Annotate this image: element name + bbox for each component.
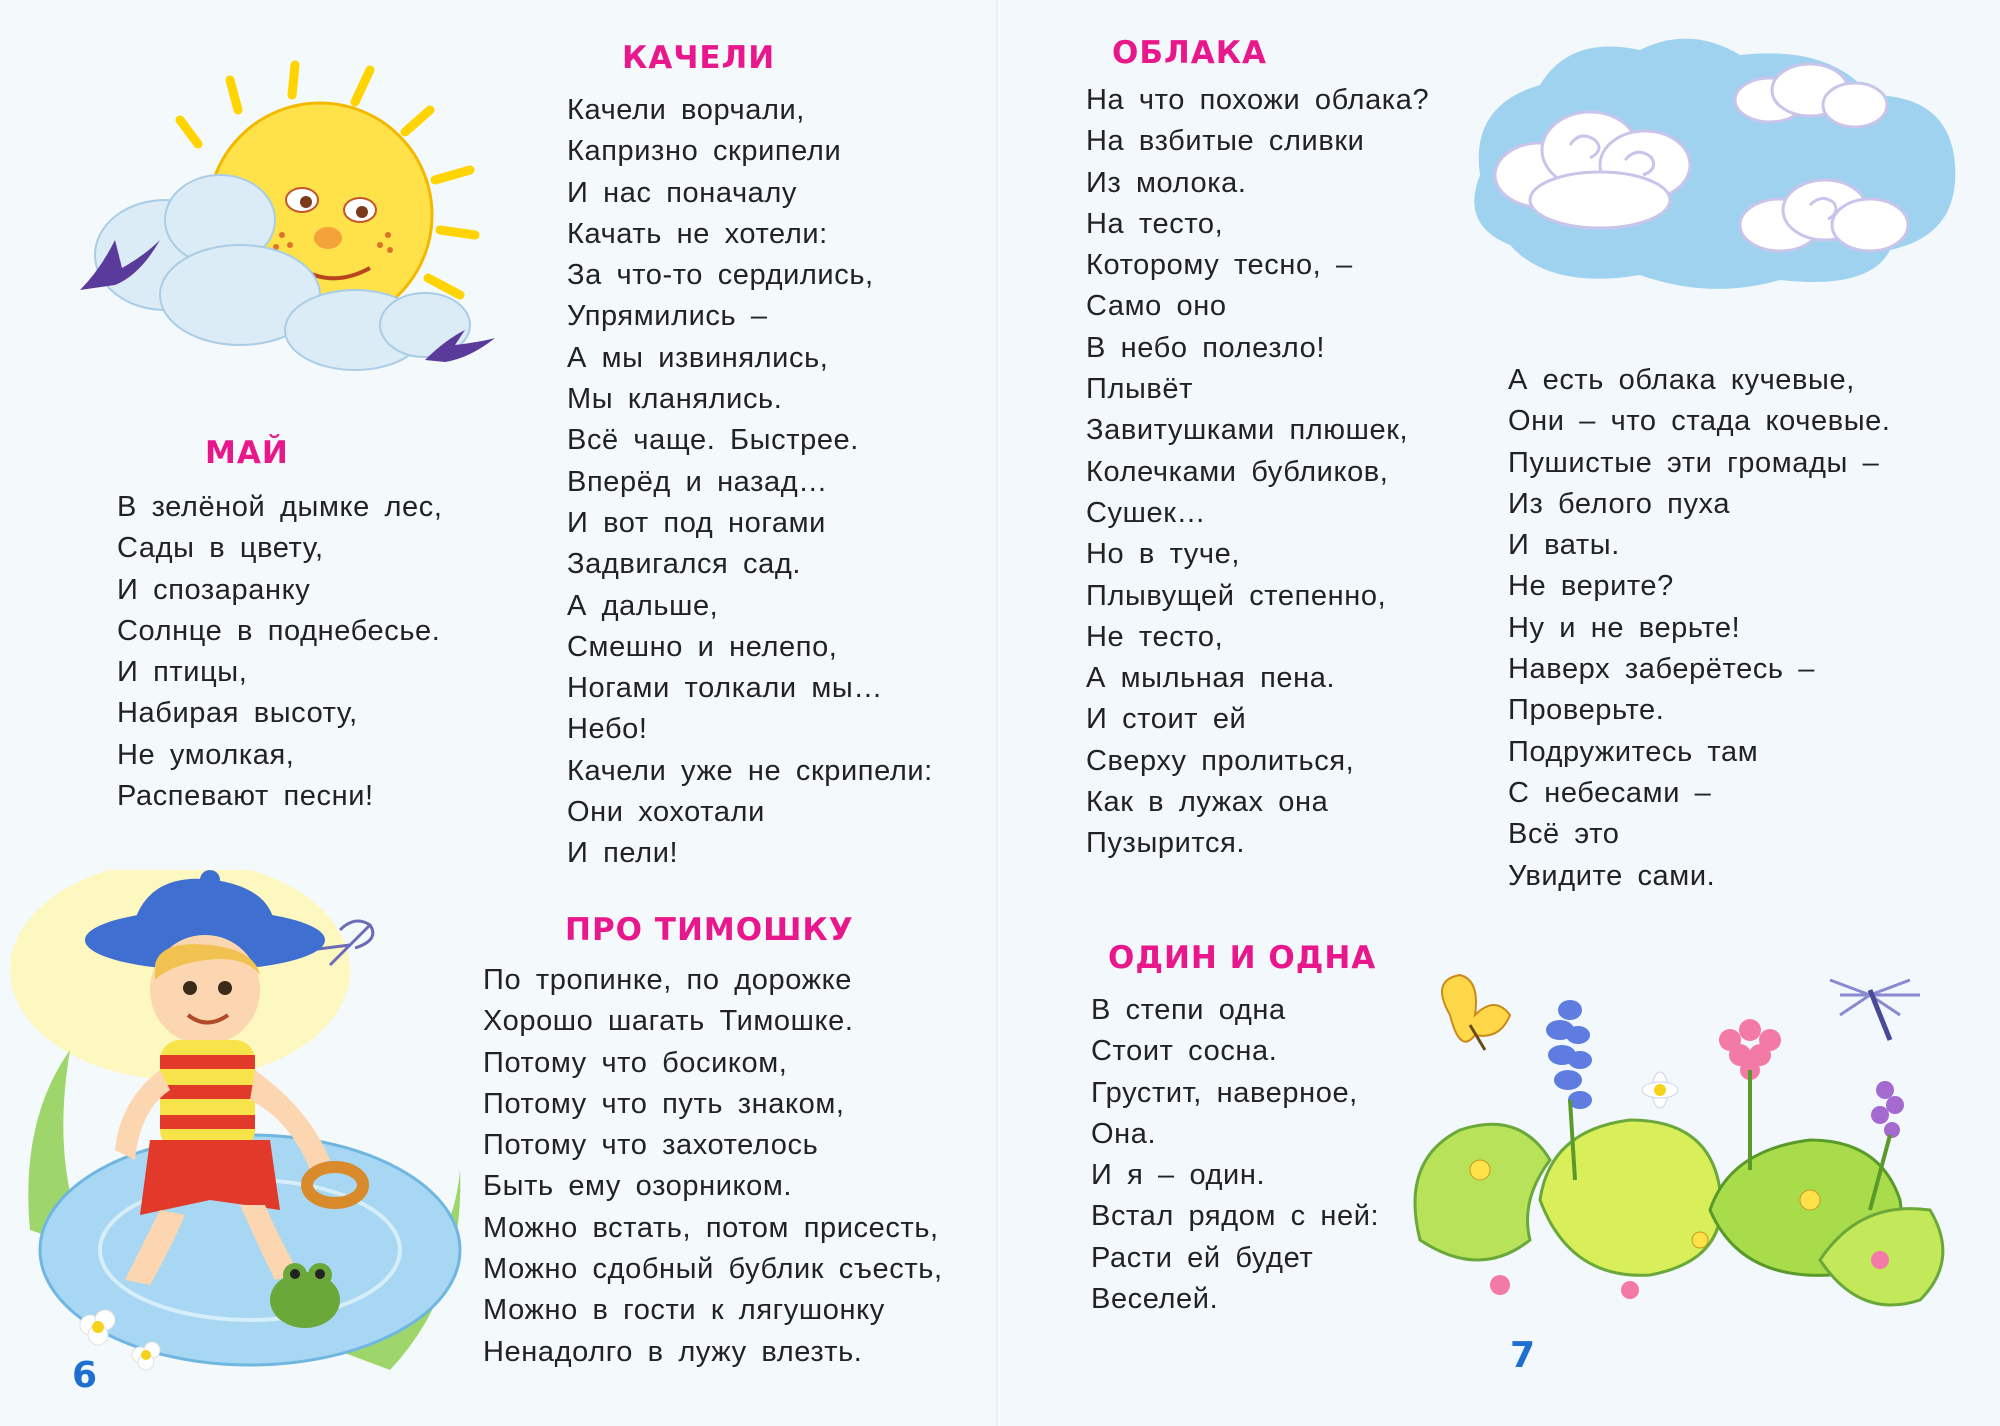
poem-line: Небо! (567, 713, 648, 746)
poem-line: Качели ворчали, (567, 94, 805, 126)
poem-line: Увидите сами. (1508, 859, 1716, 892)
poem-title-mai: МАЙ (205, 435, 289, 471)
poem-line: Сады в цвету, (117, 532, 324, 565)
flowers-with-butterfly-and-dragonfly-illustration (1400, 940, 1960, 1340)
poem-line: Как в лужах она (1086, 786, 1329, 819)
poem-line: И я – один. (1091, 1159, 1266, 1192)
poem-line: Распевают песни! (117, 780, 374, 813)
boy-in-puddle-with-frog-illustration (10, 870, 470, 1390)
poem-line: Быть ему озорником. (483, 1170, 793, 1203)
poem-line: Вперёд и назад… (567, 465, 828, 498)
poem-line: Встал рядом с ней: (1091, 1200, 1380, 1233)
poem-title-odin-i-odna: ОДИН И ОДНА (1108, 940, 1377, 976)
poem-line: И вот под ногами (567, 506, 826, 539)
poem-line: Грустит, наверное, (1091, 1076, 1358, 1109)
right-page (1000, 0, 2000, 1426)
poem-line: И ваты. (1508, 529, 1620, 562)
poem-line: Наверх заберётесь – (1508, 653, 1816, 686)
poem-line: В степи одна (1091, 994, 1286, 1026)
poem-line: А мыльная пена. (1086, 662, 1336, 695)
poem-line: По тропинке, по дорожке (483, 964, 852, 996)
poem-mai-text (117, 487, 443, 817)
poem-line: Качели уже не скрипели: (567, 754, 933, 787)
poem-oblaka-text (1086, 80, 1429, 865)
poem-line: За что-то сердились, (567, 259, 874, 292)
poem-line: Ну и не верьте! (1508, 611, 1741, 644)
poem-line: Задвигался сад. (567, 548, 802, 581)
clouds-illustration (1450, 25, 1970, 295)
poem-line: Из белого пуха (1508, 487, 1731, 520)
poem-pro-timoshku-text (483, 960, 943, 1373)
poem-line: Хорошо шагать Тимошке. (483, 1005, 854, 1038)
poem-line: Она. (1091, 1117, 1157, 1150)
poem-line: Проверьте. (1508, 694, 1665, 727)
poem-line: Завитушками плюшек, (1086, 414, 1409, 447)
poem-line: С небесами – (1508, 776, 1712, 809)
poem-line: Веселей. (1091, 1283, 1219, 1316)
poem-oblaka-continuation (1508, 360, 1891, 897)
poem-line: Не верите? (1508, 570, 1674, 603)
poem-line: Пушистые эти громады – (1508, 446, 1880, 479)
poem-line: Ногами толкали мы… (567, 672, 883, 705)
poem-line: В небо полезло! (1086, 331, 1326, 364)
poem-line: Само оно (1086, 290, 1227, 323)
poem-line: На тесто, (1086, 207, 1224, 240)
poem-line: Капризно скрипели (567, 135, 842, 168)
page-number-right: 7 (1510, 1335, 1536, 1376)
poem-line: Стоит сосна. (1091, 1035, 1278, 1068)
poem-title-oblaka: ОБЛАКА (1112, 35, 1268, 71)
poem-line: Потому что захотелось (483, 1129, 819, 1162)
poem-line: И спозаранку (117, 573, 311, 606)
poem-line: А дальше, (567, 589, 719, 622)
poem-line: Они – что стада кочевые. (1508, 405, 1891, 438)
poem-kacheli-text (567, 90, 933, 875)
poem-line: И пели! (567, 837, 679, 870)
poem-line: Можно сдобный бублик съесть, (483, 1253, 943, 1286)
poem-line: Колечками бубликов, (1086, 455, 1389, 488)
poem-line: Всё это (1508, 818, 1620, 851)
poem-line: Потому что босиком, (483, 1046, 788, 1079)
poem-line: Плывущей степенно, (1086, 579, 1387, 612)
poem-line: Которому тесно, – (1086, 249, 1353, 282)
poem-line: И стоит ей (1086, 703, 1247, 736)
poem-line: Мы кланялись. (567, 383, 783, 416)
poem-line: Можно встать, потом присесть, (483, 1211, 939, 1244)
poem-line: Плывёт (1086, 373, 1194, 406)
poem-line: Сушек… (1086, 496, 1207, 529)
poem-line: Солнце в поднебесье. (117, 614, 441, 647)
poem-line: Они хохотали (567, 796, 765, 829)
poem-line: Всё чаще. Быстрее. (567, 424, 859, 457)
poem-line: Расти ей будет (1091, 1241, 1314, 1274)
poem-line: Набирая высоту, (117, 697, 358, 730)
poem-line: Сверху пролиться, (1086, 744, 1355, 777)
poem-line: На взбитые сливки (1086, 125, 1365, 158)
poem-title-kacheli: КАЧЕЛИ (622, 40, 776, 76)
poem-line: Упрямились – (567, 300, 768, 333)
poem-line: Не тесто, (1086, 620, 1224, 653)
poem-line: Можно в гости к лягушонку (483, 1294, 885, 1327)
poem-line: Качать не хотели: (567, 217, 828, 250)
poem-line: А мы извинялись, (567, 341, 829, 374)
poem-line: В зелёной дымке лес, (117, 491, 443, 523)
page-number-left: 6 (72, 1355, 98, 1396)
poem-line: Ненадолго в лужу влезть. (483, 1335, 863, 1368)
poem-title-pro-timoshku: ПРО ТИМОШКУ (565, 912, 854, 948)
poem-line: Из молока. (1086, 166, 1247, 199)
poem-line: Но в туче, (1086, 538, 1240, 571)
poem-line: Подружитесь там (1508, 735, 1759, 768)
poem-line: Пузырится. (1086, 827, 1246, 860)
poem-line: А есть облака кучевые, (1508, 364, 1855, 396)
poem-line: И нас поначалу (567, 176, 797, 209)
poem-line: Смешно и нелепо, (567, 630, 838, 663)
poem-line: И птицы, (117, 656, 248, 689)
poem-line: На что похожи облака? (1086, 84, 1430, 116)
poem-line: Потому что путь знаком, (483, 1087, 845, 1120)
poem-line: Не умолкая, (117, 738, 295, 771)
sun-with-clouds-and-swallows-illustration (70, 40, 510, 400)
poem-odin-i-odna-text (1091, 990, 1379, 1320)
